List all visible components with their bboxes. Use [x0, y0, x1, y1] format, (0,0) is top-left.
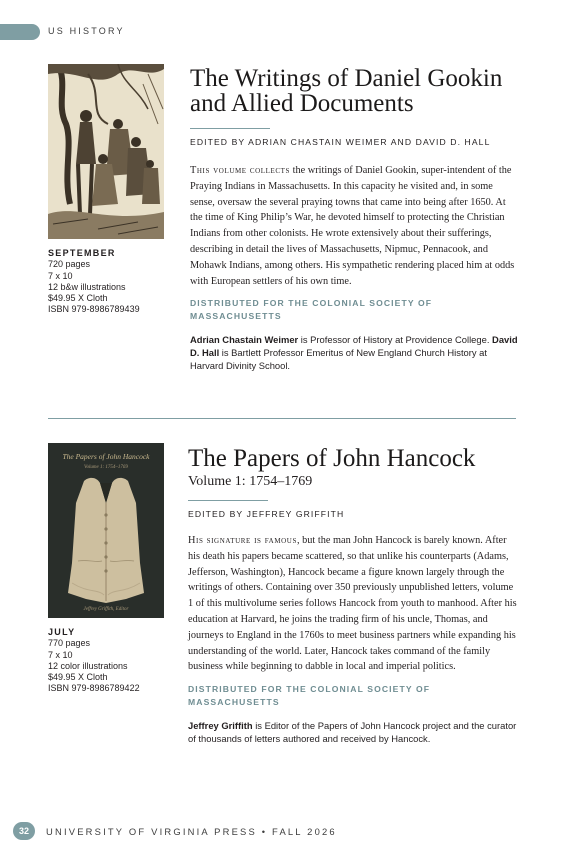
description-text: the writings of Daniel Gookin, super-intendent of the Praying Indians in Massachusetts. In this capacity he visited and, in some sense, oversaw the several praying towns that came into being after 1650. At the time of King Philip’s War, he devoted himself to protecting the Christian Indians from other colonists. He wrote extensively about their sufferings, describing in detail the lives of Massachusetts, Nipmuc, Pennacook, and Mohawk Indians, among others. His sympathetic rendering placed him at odds with European settlers of his own time. — [190, 165, 515, 287]
editor-bio — [188, 720, 518, 746]
title-rule — [190, 128, 270, 129]
distributed-note: DISTRIBUTED FOR THE COLONIAL SOCIETY OF MASSACHUSETTS — [190, 298, 433, 322]
title-rule — [188, 500, 268, 501]
illustration-count: 12 color illustrations — [48, 660, 128, 671]
trim-size: 7 x 10 — [48, 649, 73, 660]
engraving-illustration — [48, 64, 164, 239]
bio-name: Adrian Chastain Weimer — [190, 334, 299, 346]
cover-title: The Papers of John Hancock — [62, 452, 150, 461]
editor-bio — [190, 334, 520, 372]
book-cover-gookin — [48, 64, 164, 239]
book-entry-hancock — [188, 445, 518, 746]
price: $49.95 X Cloth — [48, 293, 108, 304]
isbn: ISBN 979-8986789439 — [48, 304, 140, 315]
price: $49.95 X Cloth — [48, 672, 108, 683]
book-title: The Papers of John Hancock — [188, 445, 476, 472]
section-tab — [0, 24, 40, 40]
bio-text: is Editor of the Papers of John Hancock project and the curator of thousands of letters authored and received by Hancock. — [188, 720, 517, 744]
isbn: ISBN 979-8986789422 — [48, 683, 140, 694]
book-meta-gookin — [48, 248, 178, 316]
section-divider — [48, 418, 516, 419]
book-title-line1: The Writings of Daniel Gookin — [190, 65, 503, 92]
book-description — [188, 533, 518, 675]
distributed-note: DISTRIBUTED FOR THE COLONIAL SOCIETY OF MASSACHUSETTS — [188, 684, 431, 708]
cover-subtitle: Volume 1: 1754–1769 — [84, 465, 128, 470]
book-title — [190, 66, 520, 116]
waistcoat-illustration — [48, 443, 164, 618]
release-month: JULY — [48, 627, 76, 637]
book-entry-gookin — [190, 66, 520, 373]
book-subtitle: Volume 1: 1754–1769 — [188, 474, 313, 489]
book-meta-hancock — [48, 627, 178, 695]
bio-text: is Professor of History at Providence College. — [298, 334, 493, 346]
bio-name: David D. Hall — [190, 334, 518, 359]
book-description — [190, 163, 520, 289]
release-month: SEPTEMBER — [48, 248, 116, 258]
book-editors: EDITED BY ADRIAN CHASTAIN WEIMER AND DAVID D. HALL — [190, 137, 491, 147]
description-lead: This volume collects — [190, 165, 291, 176]
cover-editor: Jeffrey Griffith, Editor — [83, 607, 129, 612]
section-label: US HISTORY — [48, 26, 125, 36]
page-number: 32 — [13, 822, 35, 840]
footer-text: UNIVERSITY OF VIRGINIA PRESS • FALL 2026 — [46, 826, 337, 837]
trim-size: 7 x 10 — [48, 270, 73, 281]
page-count: 770 pages — [48, 638, 91, 649]
illustration-count: 12 b&w illustrations — [48, 281, 126, 292]
page-count: 720 pages — [48, 259, 91, 270]
book-cover-hancock — [48, 443, 164, 618]
bio-name: Jeffrey Griffith — [188, 720, 253, 732]
description-text: , but the man John Hancock is barely known. After his death his papers became scattered, so that unlike his counterparts (Adams, Jefferson, Washington), Hancock became a figure known largely through the writings of others. Containing over 350 previously unpublished letters, volume 1 of this multivolume series follows Hancock from youth to manhood. After his education at Harvard, he joins the trading firm of his uncle, Thomas, and journeys to England in the 1760s to meet business partners while expanding his understanding of the world. Later, Hancock takes command of the family business while beginning to dabble in local and imperial politics. — [188, 535, 517, 673]
description-lead: His signature is famous — [188, 535, 297, 546]
book-editors: EDITED BY JEFFREY GRIFFITH — [188, 509, 345, 519]
book-title-line2: and Allied Documents — [190, 90, 414, 117]
bio-text: is Bartlett Professor Emeritus of New England Church History at Harvard Divinity School. — [190, 347, 487, 371]
